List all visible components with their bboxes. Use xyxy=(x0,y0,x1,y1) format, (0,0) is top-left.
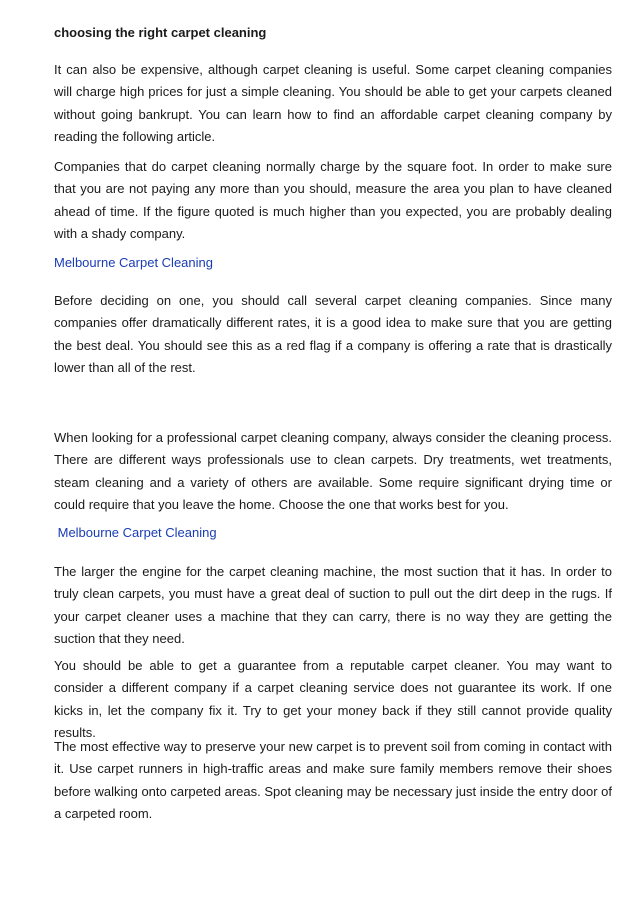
paragraph-7: The most effective way to preserve your new carpet is to prevent soil from coming in contact with it. Use carpet runners in high-traffic areas and make sure family members remove their shoes before walking onto carpeted areas. Spot cleaning may be necessary just inside the entry door of a carpeted room. xyxy=(54,739,612,821)
paragraph-4: When looking for a professional carpet cleaning company, always consider the cleaning process. There are different ways professionals use to clean carpets. Dry treatments, wet treatments, steam cleaning and a variety of others are available. Some require significant drying time or could require that you leave the home. Choose the one that works best for you. xyxy=(54,430,612,512)
document-title: choosing the right carpet cleaning xyxy=(54,25,267,40)
melbourne-carpet-cleaning-link-1[interactable]: Melbourne Carpet Cleaning xyxy=(54,255,213,270)
paragraph-1: It can also be expensive, although carpet cleaning is useful. Some carpet cleaning companies will charge high prices for just a simple cleaning. You should be able to get your carpets cleaned without going bankrupt. You can learn how to find an affordable carpet cleaning company by reading the following article. xyxy=(54,62,612,144)
paragraph-3: Before deciding on one, you should call several carpet cleaning companies. Since many companies offer dramatically different rates, it is a good idea to make sure that you are getting the best deal. You should see this as a red flag if a company is offering a rate that is drastically lower than all of the rest. xyxy=(54,293,612,375)
paragraph-5: The larger the engine for the carpet cleaning machine, the most suction that it has. In order to truly clean carpets, you must have a great deal of suction to pull out the dirt deep in the rugs. If your carpet cleaner uses a machine that they can carry, there is no way they are getting the suction that they need. xyxy=(54,564,612,646)
melbourne-carpet-cleaning-link-2[interactable]: Melbourne Carpet Cleaning xyxy=(54,525,217,540)
paragraph-2: Companies that do carpet cleaning normally charge by the square foot. In order to make sure that you are not paying any more than you should, measure the area you plan to have cleaned ahead of time. If the figure quoted is much higher than you expected, you are probably dealing with a shady company. xyxy=(54,159,612,241)
paragraph-6: You should be able to get a guarantee from a reputable carpet cleaner. You may want to consider a different company if a carpet cleaning service does not guarantee its work. If one kicks in, let the company fix it. Try to get your money back if they still cannot provide quality results. xyxy=(54,658,612,740)
